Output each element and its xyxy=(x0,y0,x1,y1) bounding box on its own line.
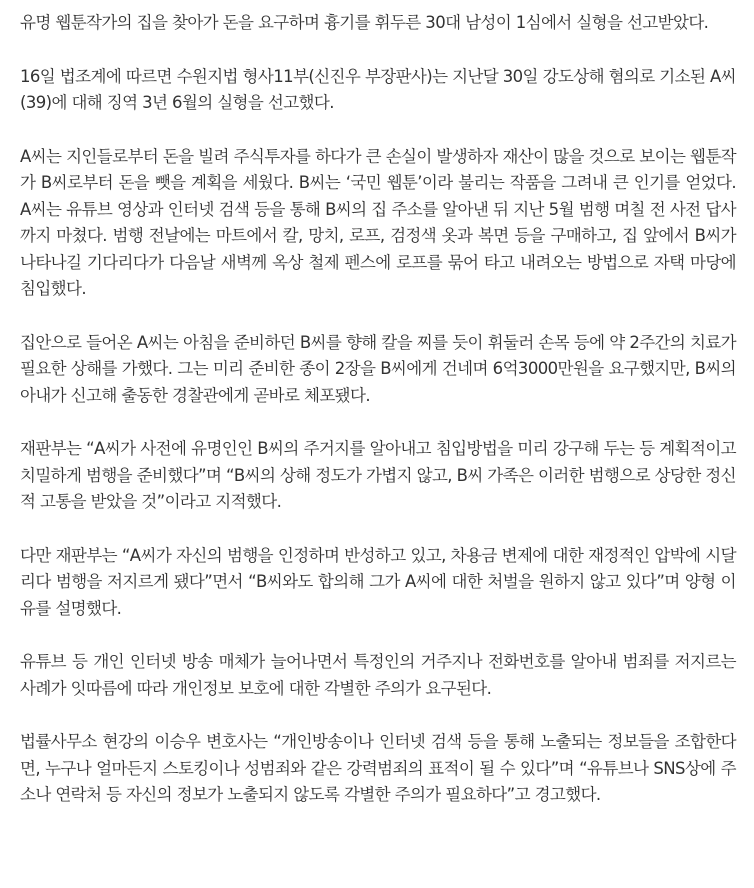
paragraph-background: A씨는 지인들로부터 돈을 빌려 주식투자를 하다가 큰 손실이 발생하자 재산이 많을 것으로 보이는 웹툰작가 B씨로부터 돈을 뺏을 계획을 세웠다. B씨는 ‘국민 웹툰’이라 불리는 작품을 그려내 큰 인기를 얻었다. A씨는 유튜브 영상과 인터넷 검색 등을 통해 B씨의 집 주소를 알아낸 뒤 지난 5월 범행 며칠 전 사전 답사까지 마쳤다. 범행 전날에는 마트에서 칼, 망치, 로프, 검정색 옷과 복면 등을 구매하고, 집 앞에서 B씨가 나타나길 기다리다가 다음날 새벽께 옥상 철제 펜스에 로프를 묶어 타고 내려오는 방법으로 자택 마당에 침입했다. xyxy=(20,146,736,298)
paragraph-incident: 집안으로 들어온 A씨는 아침을 준비하던 B씨를 향해 칼을 찌를 듯이 휘둘러 손목 등에 약 2주간의 치료가 필요한 상해를 가했다. 그는 미리 준비한 종이 2장을 B씨에게 건네며 6억3000만원을 요구했지만, B씨의 아내가 신고해 출동한 경찰관에게 곧바로 체포됐다. xyxy=(20,332,736,405)
paragraph-court-reasoning: 재판부는 “A씨가 사전에 유명인인 B씨의 주거지를 알아내고 침입방법을 미리 강구해 두는 등 계획적이고 치밀하게 범행을 준비했다”며 “B씨의 상해 정도가 가볍지 않고, B씨 가족은 이러한 범행으로 상당한 정신적 고통을 받았을 것”이라고 지적했다. xyxy=(20,439,736,511)
paragraph-lead: 유명 웹툰작가의 집을 찾아가 돈을 요구하며 흉기를 휘두른 30대 남성이 1심에서 실형을 선고받았다. xyxy=(20,13,709,32)
paragraph-sentence: 16일 법조계에 따르면 수원지법 형사11부(신진우 부장판사)는 지난달 30일 강도상해 혐의로 기소된 A씨(39)에 대해 징역 3년 6월의 실형을 선고했다. xyxy=(20,66,736,112)
article-body xyxy=(20,10,736,809)
paragraph-privacy-warning: 유튜브 등 개인 인터넷 방송 매체가 늘어나면서 특정인의 거주지나 전화번호를 알아내 범죄를 저지르는 사례가 잇따름에 따라 개인정보 보호에 대한 각별한 주의가 요구된다. xyxy=(20,652,736,698)
paragraph-lawyer-quote: 법률사무소 현강의 이승우 변호사는 “개인방송이나 인터넷 검색 등을 통해 노출되는 정보들을 조합한다면, 누구나 얼마든지 스토킹이나 성범죄와 같은 강력범죄의 표적이 될 수 있다”며 “유튜브나 SNS상에 주소나 연락처 등 자신의 정보가 노출되지 않도록 각별한 주의가 필요하다”고 경고했다. xyxy=(20,732,736,804)
paragraph-sentencing-reason: 다만 재판부는 “A씨가 자신의 범행을 인정하며 반성하고 있고, 차용금 변제에 대한 재정적인 압박에 시달리다 범행을 저지르게 됐다”면서 “B씨와도 합의해 그가 A씨에 대한 처벌을 원하지 않고 있다”며 양형 이유를 설명했다. xyxy=(20,545,736,618)
